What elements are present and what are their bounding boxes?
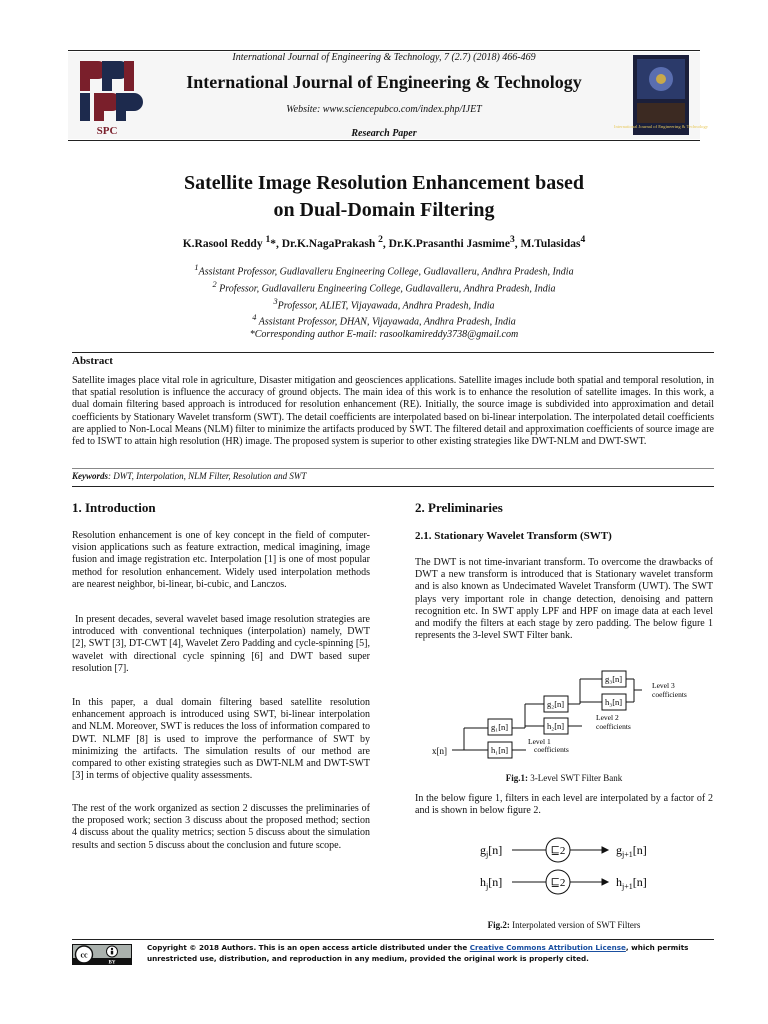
author-2-sup: 2 bbox=[378, 234, 383, 245]
affiliation-1 bbox=[0, 262, 768, 279]
abstract-top-rule bbox=[72, 352, 714, 353]
author-1-mark: * bbox=[270, 237, 276, 250]
journal-cover-image bbox=[613, 55, 709, 135]
author-3: Dr.K.Prasanthi Jasmime bbox=[388, 237, 510, 250]
author-separator: , bbox=[382, 237, 389, 250]
affiliations bbox=[0, 262, 768, 342]
affiliation-2 bbox=[0, 279, 768, 296]
paper-type: Research Paper bbox=[351, 128, 417, 139]
intro-paragraph-3: In this paper, a dual domain filtering based satellite resolution enhancement approach is introduced using SWT, bi-linear interpolation and NLM. Moreover, SWT is reduces the loss of information compared to DWT. NLMF [8] is used to improve the performance of SWT by minimizing the artifacts. The simulation results of our method are compared to other existing strategies such as DWT-NLM and DWT-SWT [3] in terms of objective quality assessments. bbox=[72, 697, 370, 782]
publisher-logo bbox=[72, 55, 142, 137]
fig1-caption-label: Fig.1: bbox=[505, 773, 528, 783]
cc-by-license-badge[interactable] bbox=[72, 944, 132, 965]
author-4-sup: 4 bbox=[580, 234, 586, 245]
fig1-level3-sub: coefficients bbox=[652, 690, 687, 699]
paper-title-line2: on Dual-Domain Filtering bbox=[273, 199, 495, 221]
fig2-h-in-sub: j bbox=[486, 882, 489, 891]
intro-paragraph-2: In present decades, several wavelet based image resolution strategies are introduced with conventional techniques (interpolation) namely, DWT [2], SWT [3], DT-CWT [4], Wavelet Zero Padding and cycle-spinning [5], wavelet with directional cycle spinning [6] and DWT based super resolution [7]. bbox=[72, 614, 370, 674]
fig1-g2: g₂[n] bbox=[547, 699, 565, 709]
fig2-h-in-tail: [n] bbox=[488, 875, 503, 889]
paper-title bbox=[0, 170, 768, 224]
affiliation-sup: 3 bbox=[273, 296, 278, 306]
affiliation-3 bbox=[0, 296, 768, 313]
fig2-h-in bbox=[480, 875, 502, 891]
fig2-g-out-tail: [n] bbox=[632, 843, 647, 857]
fig1-h3: h₃[n] bbox=[605, 697, 623, 707]
figure-1-filter-bank bbox=[430, 668, 710, 764]
intro-paragraph-4: The rest of the work organized as section 2 discusses the preliminaries of the proposed work; section 3 discuss about the proposed method; section 4 discuss about the quality metrics; section 5 discuss about the simulation results and section 5 discuss about the conclusion and future scope. bbox=[72, 803, 370, 851]
fig1-level1: Level 1 bbox=[528, 737, 551, 746]
fig2-h-out bbox=[616, 875, 647, 891]
fig2-g-in-sub: j bbox=[486, 850, 489, 859]
header-bottom-rule bbox=[68, 140, 700, 141]
copyright-pre: Copyright © 2018 Authors. This is an open access article distributed under the bbox=[147, 943, 470, 952]
fig2-g-in-base: g bbox=[480, 843, 486, 857]
fig2-g-out-sub: j+1 bbox=[622, 850, 633, 859]
fig1-input-label: x[n] bbox=[432, 746, 447, 756]
fig1-caption-text: 3-Level SWT Filter Bank bbox=[527, 773, 623, 783]
by-icon-label: BY bbox=[108, 960, 116, 966]
fig2-g-in-tail: [n] bbox=[488, 843, 503, 857]
author-separator: , bbox=[514, 237, 521, 250]
fig2-caption-text: Interpolated version of SWT Filters bbox=[509, 920, 641, 930]
fig2-caption-label: Fig.2: bbox=[487, 920, 510, 930]
author-1-sup: 1 bbox=[265, 234, 271, 245]
abstract-heading: Abstract bbox=[72, 355, 113, 367]
affiliation-sup: 4 bbox=[252, 313, 257, 323]
prelim-paragraph-2: In the below figure 1, filters in each level are interpolated by a factor of 2 and is shown in below figure 2. bbox=[415, 793, 713, 817]
section-heading-introduction: 1. Introduction bbox=[72, 500, 156, 515]
abstract-body: Satellite images place vital role in agriculture, Disaster mitigation and geosciences applications. Satellite images include both spatial and temporal resolution, in that spatial resolution is influence the accuracy of ground objects. The main idea of this work is to enhance the resolution of satellite images. In this work, a dual domain filtering based approach is introduced for resolution enhancement (RE). Initially, the source image is subdivided into approximation and detail coefficients by Stationary Wavelet transform (SWT). The detail coefficients are interpolated based on bi-linear interpolation. The interpolated detail coefficients are applied to Non-Local Means (NLM) filter to minimize the artifacts produced by SWT. The filtered detail and approximation coefficients of source image are fed to ISWT to attain high resolution (HR) image. The proposed system is superior to other existing strategies like DWT-NLM and DWT-SWT. bbox=[72, 375, 714, 448]
keywords-list: : DWT, Interpolation, NLM Filter, Resolution and SWT bbox=[108, 471, 307, 481]
copyright-post: , which permits unrestricted use, distribution, and reproduction in any medium, provided the original work is properly cited. bbox=[147, 943, 689, 963]
figure-1-caption bbox=[415, 773, 713, 783]
fig2-h-out-sub: j+1 bbox=[622, 882, 633, 891]
affiliation-text: Professor, Gudlavalleru Engineering College, Gudlavalleru, Andhra Pradesh, India bbox=[216, 283, 556, 295]
keywords-label: Keywords bbox=[72, 471, 108, 481]
author-2: Dr.K.NagaPrakash bbox=[281, 237, 376, 250]
fig2-g-in bbox=[480, 843, 502, 859]
fig1-h2: h₂[n] bbox=[547, 721, 565, 731]
fig1-h1: h₁[n] bbox=[491, 745, 509, 755]
figure-2-caption bbox=[415, 920, 713, 930]
fig1-level1-sub: coefficients bbox=[534, 745, 569, 754]
cc-icon-label: cc bbox=[80, 950, 88, 960]
journal-website[interactable]: Website: www.sciencepubco.com/index.php/IJET bbox=[286, 104, 482, 115]
corresponding-author: *Corresponding author E-mail: rasoolkamireddy3738@gmail.com bbox=[249, 329, 519, 341]
author-separator: , bbox=[276, 237, 282, 250]
affiliation-text: Assistant Professor, Gudlavalleru Engineering College, Gudlavalleru, Andhra Pradesh, India bbox=[198, 266, 574, 278]
fig2-g-out bbox=[616, 843, 647, 859]
author-4: M.Tulasidas bbox=[520, 237, 581, 250]
fig2-h-in-base: h bbox=[480, 875, 486, 889]
fig2-g-out-base: g bbox=[616, 843, 622, 857]
affiliation-sup: 1 bbox=[194, 263, 199, 272]
citation-volume: , 7 (2.7) (2018) 466-469 bbox=[438, 52, 536, 63]
figure-2-interpolated-filters bbox=[470, 834, 670, 898]
author-1: K.Rasool Reddy bbox=[182, 237, 263, 250]
keywords bbox=[72, 471, 714, 481]
paper-title-line1: Satellite Image Resolution Enhancement based bbox=[184, 172, 584, 194]
prelim-paragraph-1: The DWT is not time-invariant transform. To overcome the drawbacks of DWT a new transform is introduced that is Stationary wavelet transform and is also known as Undecimated Wavelet Transform (UWT). The SWT plays very important role in change detection, denoising and pattern recognition etc. In SWT apply LPF and HPF on image data at each level and modify the filters at each stage by zero padding. The below figure 1 represents the 3-level SWT Filter bank. bbox=[415, 557, 713, 642]
citation-journal: International Journal of Engineering & Technology bbox=[232, 52, 439, 63]
subsection-heading-swt: 2.1. Stationary Wavelet Transform (SWT) bbox=[415, 530, 612, 542]
logo-text: SPC bbox=[96, 125, 118, 137]
abstract-bottom-rule bbox=[72, 486, 714, 487]
fig2-upsample-op: ⊑2 bbox=[550, 877, 566, 889]
fig2-upsample-op: ⊑2 bbox=[550, 845, 566, 857]
affiliation-text: Assistant Professor, DHAN, Vijayawada, Andhra Pradesh, India bbox=[256, 316, 516, 328]
fig2-h-out-tail: [n] bbox=[632, 875, 647, 889]
intro-paragraph-1: Resolution enhancement is one of key concept in the field of computer-vision applications such as feature extraction, medical imagining, image fusion and image registration etc. Interpolation [1] is one of most popular method for resolution enhancement. Widely used interpolation methods are nearest neighbor, bi-linear, bi-cubic, and Lanczos. bbox=[72, 530, 370, 590]
section-heading-preliminaries: 2. Preliminaries bbox=[415, 500, 503, 515]
author-3-sup: 3 bbox=[509, 234, 515, 245]
fig1-level2-sub: coefficients bbox=[596, 722, 631, 731]
cover-title: International Journal of Engineering & Technology bbox=[613, 124, 709, 129]
abstract-mid-rule bbox=[72, 468, 714, 469]
affiliation-sup: 2 bbox=[212, 279, 217, 289]
fig1-g1: g₁[n] bbox=[491, 722, 509, 732]
header-top-rule bbox=[68, 50, 700, 51]
fig1-level2: Level 2 bbox=[596, 713, 619, 722]
author-list bbox=[0, 234, 768, 250]
license-link[interactable]: Creative Commons Attribution License bbox=[469, 943, 626, 952]
footer-rule bbox=[72, 939, 714, 940]
fig1-g3: g₃[n] bbox=[605, 674, 623, 684]
affiliation-text: Professor, ALIET, Vijayawada, Andhra Pradesh, India bbox=[277, 299, 495, 311]
affiliation-4 bbox=[0, 312, 768, 329]
journal-title: International Journal of Engineering & Technology bbox=[186, 72, 582, 92]
copyright-notice bbox=[147, 943, 717, 964]
fig1-level3: Level 3 bbox=[652, 681, 675, 690]
fig2-h-out-base: h bbox=[616, 875, 622, 889]
header-band bbox=[68, 52, 700, 139]
